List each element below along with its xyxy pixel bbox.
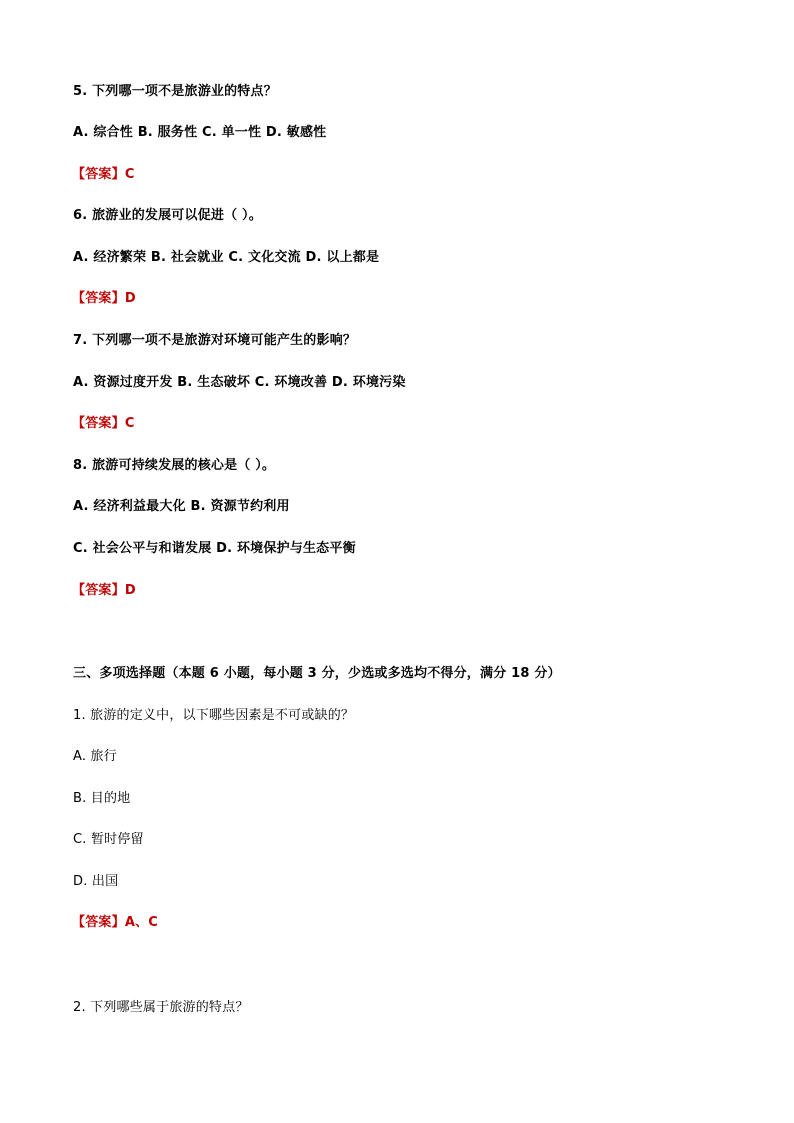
question-6-answer bbox=[72, 291, 136, 307]
answer-tag: 【答案】 bbox=[72, 583, 125, 598]
question-8-answer bbox=[72, 583, 136, 599]
question-8-options-line-1: A. 经济利益最大化 B. 资源节约利用 bbox=[73, 499, 290, 514]
multi-question-1-option-a: A. 旅行 bbox=[73, 749, 117, 764]
section-heading-multiple-choice: 三、多项选择题（本题 6 小题，每小题 3 分，少选或多选均不得分，满分 18 分） bbox=[73, 666, 561, 681]
answer-tag: 【答案】 bbox=[72, 167, 125, 182]
multi-question-1-option-d: D. 出国 bbox=[73, 874, 119, 889]
question-7-stem: 7. 下列哪一项不是旅游对环境可能产生的影响？ bbox=[73, 333, 357, 348]
question-7-options: A. 资源过度开发 B. 生态破坏 C. 环境改善 D. 环境污染 bbox=[73, 375, 406, 390]
answer-value: C bbox=[124, 416, 135, 431]
question-5-options: A. 综合性 B. 服务性 C. 单一性 D. 敏感性 bbox=[73, 125, 327, 140]
answer-value: C bbox=[124, 167, 135, 182]
multi-question-1-stem: 1. 旅游的定义中，以下哪些因素是不可或缺的？ bbox=[73, 708, 355, 723]
answer-tag: 【答案】 bbox=[72, 416, 125, 431]
multi-question-1-option-c: C. 暂时停留 bbox=[73, 832, 144, 847]
answer-value: D bbox=[124, 583, 136, 598]
question-7-answer bbox=[72, 416, 135, 432]
question-5-answer bbox=[72, 167, 135, 183]
answer-value: D bbox=[124, 291, 136, 306]
answer-value: A、C bbox=[124, 915, 159, 930]
multi-question-1-option-b: B. 目的地 bbox=[73, 791, 131, 806]
multi-question-2-stem: 2. 下列哪些属于旅游的特点？ bbox=[73, 1000, 249, 1015]
question-8-stem: 8. 旅游可持续发展的核心是（ ）。 bbox=[73, 458, 276, 473]
answer-tag: 【答案】 bbox=[72, 291, 125, 306]
multi-question-1-answer bbox=[72, 915, 158, 931]
question-6-stem: 6. 旅游业的发展可以促进（ ）。 bbox=[73, 208, 262, 223]
answer-tag: 【答案】 bbox=[72, 915, 125, 930]
question-5-stem: 5. 下列哪一项不是旅游业的特点？ bbox=[73, 84, 277, 99]
question-6-options: A. 经济繁荣 B. 社会就业 C. 文化交流 D. 以上都是 bbox=[73, 250, 380, 265]
question-8-options-line-2: C. 社会公平与和谐发展 D. 环境保护与生态平衡 bbox=[73, 541, 356, 556]
